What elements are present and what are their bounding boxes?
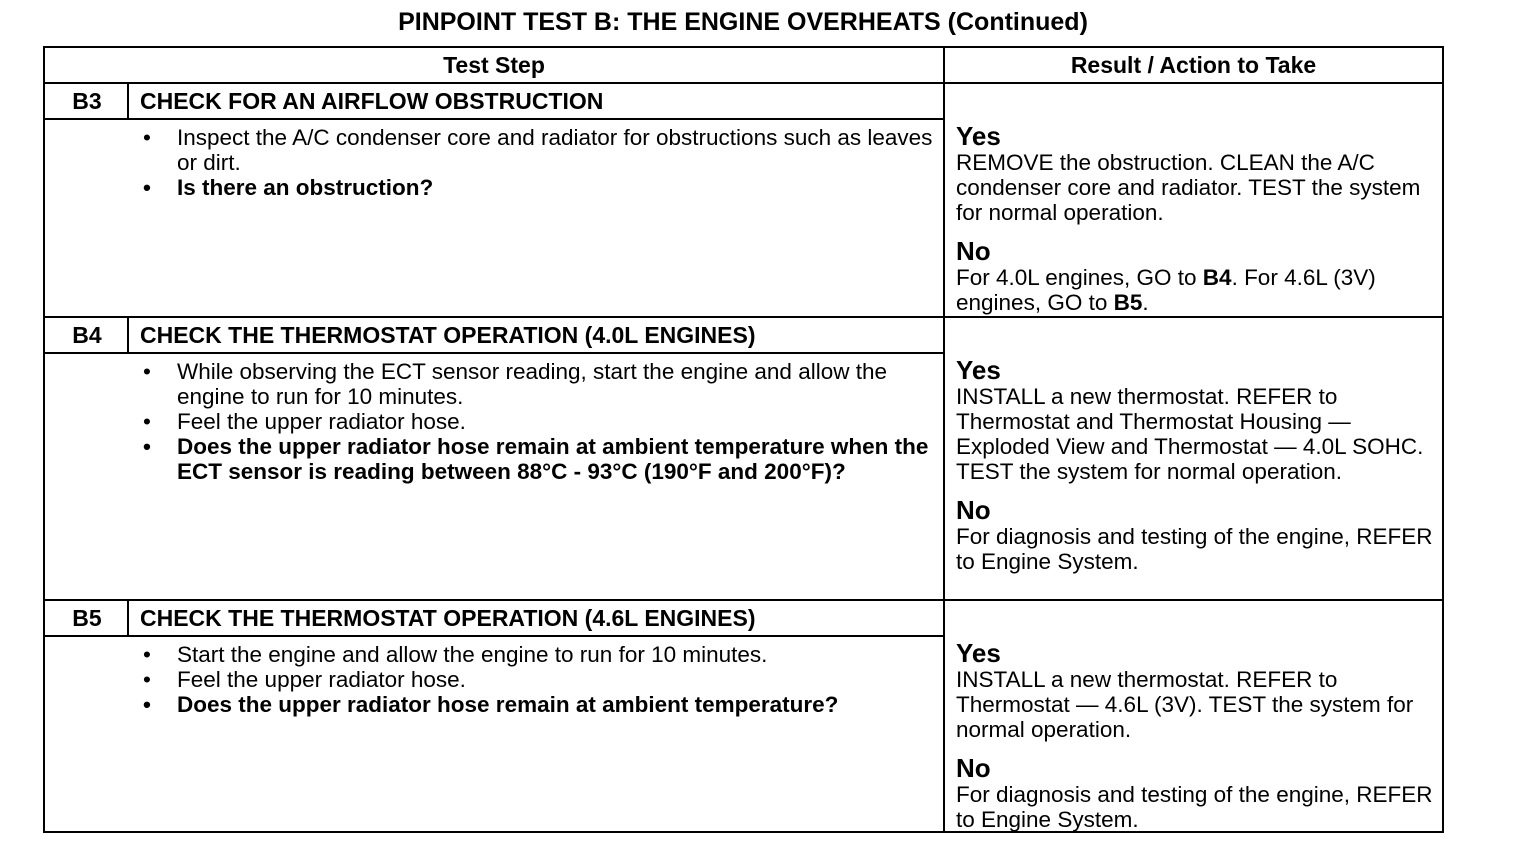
title-divider xyxy=(45,635,943,637)
instruction-item xyxy=(137,359,937,409)
step-reference: B5 xyxy=(1113,290,1143,315)
no-action-text: . For 4.6L (3V) engines, GO to xyxy=(956,265,1376,315)
header-test-step: Test Step xyxy=(443,52,545,78)
step-result xyxy=(956,639,1446,832)
bullet: • xyxy=(143,667,151,692)
step-id: B4 xyxy=(72,322,102,348)
instruction-item xyxy=(137,125,937,175)
step-instructions xyxy=(137,642,937,717)
yes-action: INSTALL a new thermostat. REFER to Thermostat and Thermostat Housing — Exploded View and Thermostat — 4.0L SOHC. TEST the system for normal operation. xyxy=(956,384,1424,484)
pinpoint-test-table xyxy=(43,46,1444,833)
no-action: For diagnosis and testing of the engine, REFER to Engine System. xyxy=(956,782,1433,832)
instruction-question xyxy=(137,692,937,717)
bullet: • xyxy=(143,125,151,150)
yes-label: Yes xyxy=(956,638,1001,668)
yes-action: INSTALL a new thermostat. REFER to Thermostat — 4.6L (3V). TEST the system for normal operation. xyxy=(956,667,1414,742)
no-label: No xyxy=(956,495,991,525)
no-action-text: . xyxy=(1142,290,1149,315)
instruction-question xyxy=(137,434,937,484)
instruction-text: Is there an obstruction? xyxy=(177,175,434,200)
no-action xyxy=(956,265,1446,315)
instruction-text: Inspect the A/C condenser core and radiator for obstructions such as leaves or dirt. xyxy=(177,125,933,175)
step-title: CHECK THE THERMOSTAT OPERATION (4.0L ENGINES) xyxy=(140,322,756,348)
no-label: No xyxy=(956,753,991,783)
title-divider xyxy=(45,118,943,120)
id-divider xyxy=(127,84,129,118)
bullet: • xyxy=(143,409,151,434)
step-instructions xyxy=(137,125,937,200)
page-title: PINPOINT TEST B: THE ENGINE OVERHEATS (Continued) xyxy=(398,8,1088,36)
instruction-text: Start the engine and allow the engine to run for 10 minutes. xyxy=(177,642,768,667)
step-instructions xyxy=(137,359,937,484)
yes-label: Yes xyxy=(956,121,1001,151)
no-action: For diagnosis and testing of the engine, REFER to Engine System. xyxy=(956,524,1433,574)
no-label: No xyxy=(956,236,991,266)
instruction-item xyxy=(137,409,937,434)
bullet: • xyxy=(143,359,151,384)
step-title: CHECK FOR AN AIRFLOW OBSTRUCTION xyxy=(140,88,604,114)
yes-label: Yes xyxy=(956,355,1001,385)
instruction-text: Feel the upper radiator hose. xyxy=(177,667,466,692)
instruction-text: Feel the upper radiator hose. xyxy=(177,409,466,434)
step-reference: B4 xyxy=(1202,265,1232,290)
header-result: Result / Action to Take xyxy=(1070,52,1317,78)
column-divider xyxy=(943,48,945,831)
step-title: CHECK THE THERMOSTAT OPERATION (4.6L ENGINES) xyxy=(140,605,756,631)
instruction-question xyxy=(137,175,937,200)
bullet: • xyxy=(143,175,151,200)
step-result xyxy=(956,122,1446,315)
bullet: • xyxy=(143,642,151,667)
instruction-text: Does the upper radiator hose remain at ambient temperature when the ECT sensor is reading between 88°C - 93°C (190°F and 200°F)? xyxy=(177,434,929,484)
instruction-item xyxy=(137,642,937,667)
instruction-text: Does the upper radiator hose remain at ambient temperature? xyxy=(177,692,839,717)
step-id: B3 xyxy=(72,88,102,114)
id-divider xyxy=(127,601,129,635)
id-divider xyxy=(127,318,129,352)
title-divider xyxy=(45,352,943,354)
yes-action: REMOVE the obstruction. CLEAN the A/C condenser core and radiator. TEST the system for normal operation. xyxy=(956,150,1421,225)
bullet: • xyxy=(143,692,151,717)
step-result xyxy=(956,356,1446,574)
instruction-text: While observing the ECT sensor reading, start the engine and allow the engine to run for 10 minutes. xyxy=(177,359,887,409)
step-id: B5 xyxy=(72,605,102,631)
bullet: • xyxy=(143,434,151,459)
no-action-text: For 4.0L engines, GO to xyxy=(956,265,1203,290)
instruction-item xyxy=(137,667,937,692)
